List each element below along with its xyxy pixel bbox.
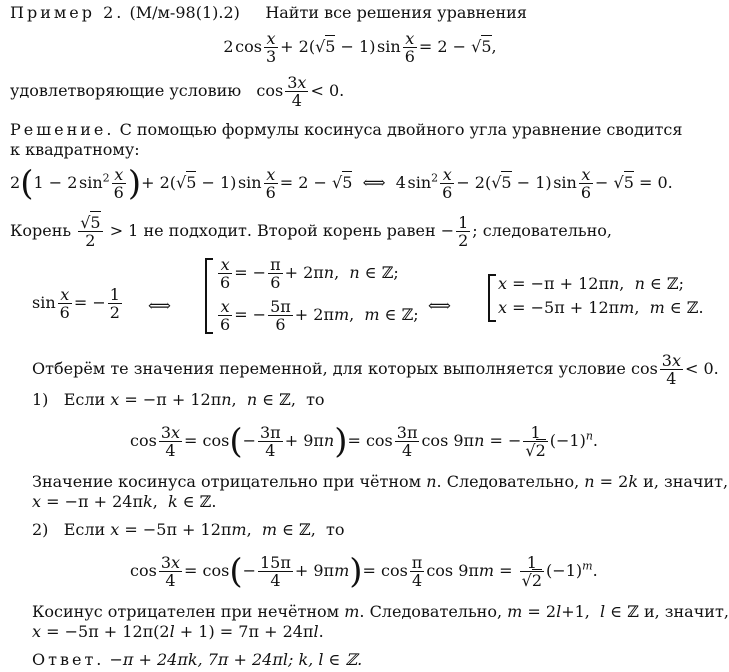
solution-label: Решение.	[10, 120, 115, 139]
answer-label: Ответ.	[32, 650, 105, 669]
equiv-arrow-1: ⟺	[148, 296, 171, 315]
solution-line-1	[10, 120, 682, 140]
roots-text-b: > 1 не подходит. Второй корень равен −	[109, 221, 455, 240]
example-heading	[10, 3, 527, 23]
select-line: Отберём те значения переменной, для которых выполняется условие cos $\frac{3x}{4}$ < 0.	[32, 351, 719, 388]
system-2-row-1: x = −π + 12πn, n ∈ ℤ;	[498, 274, 684, 293]
case2-note2: . Следовательно,	[359, 602, 503, 621]
case2-equation: cos $\frac{3x}{4}$ = cos(− $\frac{15\pi}{4}$ + 9πm)= cos $\frac{\pi}{4}$ cos 9πm = $\frac{1}{√2}$ $(-1)^m$.	[130, 551, 598, 592]
roots-text-a: Корень	[10, 221, 72, 240]
case1-equation: cos $\frac{3x}{4}$ = cos(− $\frac{3\pi}{4}$ + 9πn)= cos $\frac{3\pi}{4}$ cos 9πn = − $\frac{1}{√2}$ $(-1)^n$.	[130, 421, 599, 462]
case2-then: то	[325, 520, 345, 539]
select-text: Отберём те значения переменной, для которых выполняется условие	[32, 359, 626, 378]
example-task: Найти все решения уравнения	[265, 3, 527, 22]
case2-note-line-1: Косинус отрицателен при нечётном m. Следовательно, m = 2l+1, l ∈ ℤ и, значит,	[32, 602, 729, 621]
main-equation: 2 cos $\frac{x}{3}$ + 2(√5 − 1) sin $\frac{x}{6}$ = 2 − √5,	[223, 29, 497, 66]
roots-text-c: ; следовательно,	[472, 221, 612, 240]
case2-if: Если	[63, 520, 106, 539]
example-label: Пример 2.	[10, 3, 125, 22]
case2-note3: и, значит,	[643, 602, 729, 621]
system-2-row-2: x = −5π + 12πm, m ∈ ℤ.	[498, 298, 704, 317]
case2-note-line-2: x = −5π + 12π(2l + 1) = 7π + 24πl.	[32, 622, 324, 641]
case1-note2: . Следовательно,	[436, 472, 580, 491]
solution-text-1: С помощью формулы косинуса двойного угла уравнение сводится	[119, 120, 683, 139]
quadratic-equation: 2(1 − 2 $\sin^2$ $\frac{x}{6}$ )+ 2(√5 − 1) sin $\frac{x}{6}$ = 2 − √5 ⟺ 4 $\sin^2$ $\frac{x}{6}$ − 2(√5 − 1) sin $\frac{x}{6}$ − √5 = 0.	[10, 163, 673, 204]
case1-note3: и, значит,	[643, 472, 729, 491]
roots-line: Корень $\frac{√5}{2}$ > 1 не подходит. Второй корень равен − $\frac{1}{2}$ ; следовательно,	[10, 213, 612, 250]
case1-label: 1)	[32, 390, 49, 409]
example-source: (М/м-98(1).2)	[129, 3, 240, 22]
solution-line-2	[10, 140, 140, 160]
condition-line: удовлетворяющие условию cos $\frac{3x}{4}$ < 0.	[10, 73, 345, 110]
case2-note1: Косинус отрицателен при нечётном	[32, 602, 340, 621]
case1-if: Если	[63, 390, 106, 409]
case1-note-line-2: x = −π + 24πk, k ∈ ℤ.	[32, 492, 217, 511]
answer-line	[32, 650, 362, 670]
system-bracket-2	[488, 274, 496, 322]
equiv-arrow-2: ⟺	[428, 296, 451, 315]
system-bracket-1	[205, 258, 213, 334]
answer-value: −π + 24πk, 7π + 24πl; k, l ∈ ℤ.	[109, 650, 363, 669]
condition-text: удовлетворяющие условию	[10, 81, 242, 100]
case2-line: 2) Если x = −5π + 12πm, m ∈ ℤ, то	[32, 520, 345, 539]
case1-line: 1) Если x = −π + 12πn, n ∈ ℤ, то	[32, 390, 325, 409]
system-1-row-2: $\frac{x}{6}$ = − $\frac{5\pi}{6}$ + 2πm, m ∈ ℤ;	[220, 297, 419, 334]
case1-then: то	[306, 390, 325, 409]
case2-label: 2)	[32, 520, 49, 539]
case1-note1: Значение косинуса отрицательно при чётном	[32, 472, 422, 491]
sin-equation: sin $\frac{x}{6}$ = − $\frac{1}{2}$	[32, 285, 120, 322]
solution-text-2: к квадратному:	[10, 140, 140, 159]
case1-note-line-1: Значение косинуса отрицательно при чётном n. Следовательно, n = 2k и, значит,	[32, 472, 729, 491]
system-1-row-1: $\frac{x}{6}$ = − $\frac{\pi}{6}$ + 2πn, n ∈ ℤ;	[220, 255, 399, 292]
